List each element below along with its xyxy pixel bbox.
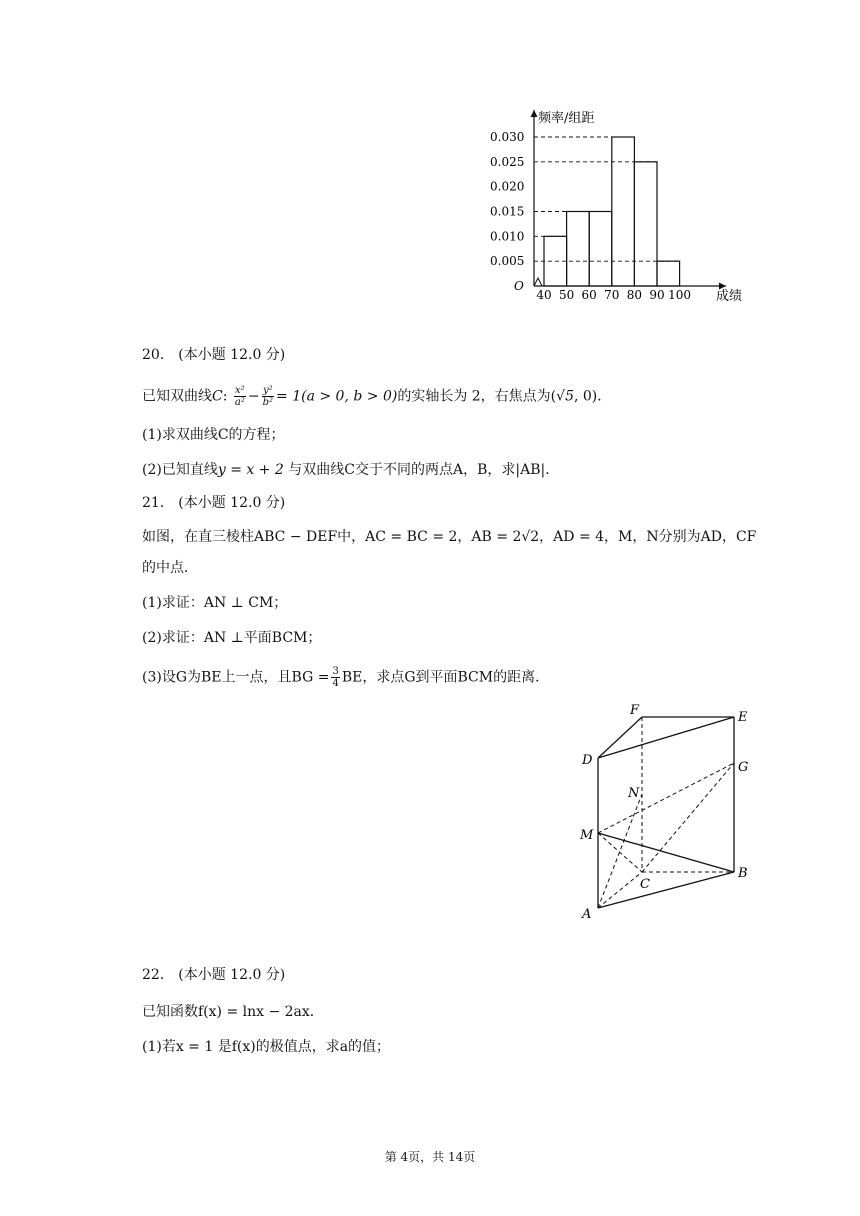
axis-break bbox=[534, 278, 542, 286]
y-tick-label: 0.025 bbox=[490, 154, 525, 169]
x-axis-label: 成绩 bbox=[716, 289, 743, 304]
x-tick-label: 100 bbox=[668, 288, 692, 302]
origin-label: O bbox=[514, 279, 524, 293]
x-tick-label: 90 bbox=[649, 288, 665, 302]
q21-part1: (1)求证：AN ⊥ CM； bbox=[142, 595, 288, 611]
q22-stem: 已知函数f(x) = lnx − 2ax． bbox=[142, 1004, 324, 1020]
segment-AN bbox=[598, 794, 642, 908]
y-axis-label: 频率/组距 bbox=[538, 111, 595, 126]
histogram-bar bbox=[634, 162, 657, 286]
histogram-bar bbox=[612, 137, 635, 286]
page-footer: 第 4页，共 14页 bbox=[384, 1150, 476, 1164]
q20-header: 20. (本小题 12.0 分) bbox=[142, 347, 286, 363]
histogram-bar bbox=[567, 212, 590, 287]
x-tick-label: 60 bbox=[581, 288, 597, 302]
q21-header: 21. (本小题 12.0 分) bbox=[142, 495, 286, 511]
y-tick-label: 0.010 bbox=[490, 229, 525, 244]
label-M: M bbox=[580, 828, 594, 843]
label-B: B bbox=[738, 866, 748, 881]
q20-stem: 已知双曲线C: $\frac{\text{x²}}{\text{a²}}$ − $\frac{\text{y²}}{\text{b²}}$ = 1(a > 0, b > 0)的实轴长为 2，右焦点为(√5, 0)． bbox=[142, 385, 612, 408]
histogram-bar bbox=[589, 212, 612, 287]
edge-DE bbox=[598, 717, 734, 758]
q22-header: 22. (本小题 12.0 分) bbox=[142, 967, 286, 983]
edge-MB bbox=[598, 833, 734, 872]
segment-CG bbox=[642, 763, 734, 872]
label-C: C bbox=[640, 877, 650, 892]
label-G: G bbox=[738, 760, 749, 775]
prism-figure bbox=[576, 700, 756, 928]
label-F: F bbox=[630, 703, 640, 718]
label-D: D bbox=[582, 753, 593, 768]
histogram-bar bbox=[657, 261, 680, 286]
q20-part1: (1)求双曲线C的方程； bbox=[142, 427, 285, 443]
q21-part3: (3)设G为BE上一点，且BG = $\frac{3}{4}$ BE，求点G到平面BCM的距离． bbox=[142, 666, 550, 689]
label-N: N bbox=[628, 786, 640, 801]
y-tick-label: 0.020 bbox=[490, 179, 525, 194]
q21-stem-line2: 的中点． bbox=[142, 560, 198, 576]
label-A: A bbox=[582, 907, 592, 922]
edge-AB bbox=[598, 872, 734, 908]
frequency-histogram bbox=[490, 100, 760, 305]
q21-part2: (2)求证：AN ⊥平面BCM； bbox=[142, 630, 322, 646]
x-tick-label: 50 bbox=[558, 288, 575, 302]
y-tick-label: 0.030 bbox=[490, 130, 525, 144]
y-tick-label: 0.005 bbox=[490, 254, 525, 269]
q20-part2: (2)已知直线y = x + 2 与双曲线C交于不同的两点A，B，求|AB|． bbox=[142, 462, 560, 478]
x-tick-label: 40 bbox=[536, 288, 552, 302]
y-tick-label: 0.015 bbox=[490, 204, 525, 219]
q22-part1: (1)若x = 1 是f(x)的极值点，求a的值； bbox=[142, 1039, 391, 1055]
x-tick-label: 70 bbox=[604, 288, 620, 302]
x-tick-label: 80 bbox=[626, 288, 643, 302]
label-E: E bbox=[738, 710, 748, 725]
segment-MG bbox=[598, 763, 734, 833]
q21-stem-line1: 如图，在直三棱柱ABC − DEF中，AC = BC = 2，AB = 2√2，AD = 4，M，N分别为AD，CF bbox=[142, 529, 757, 545]
